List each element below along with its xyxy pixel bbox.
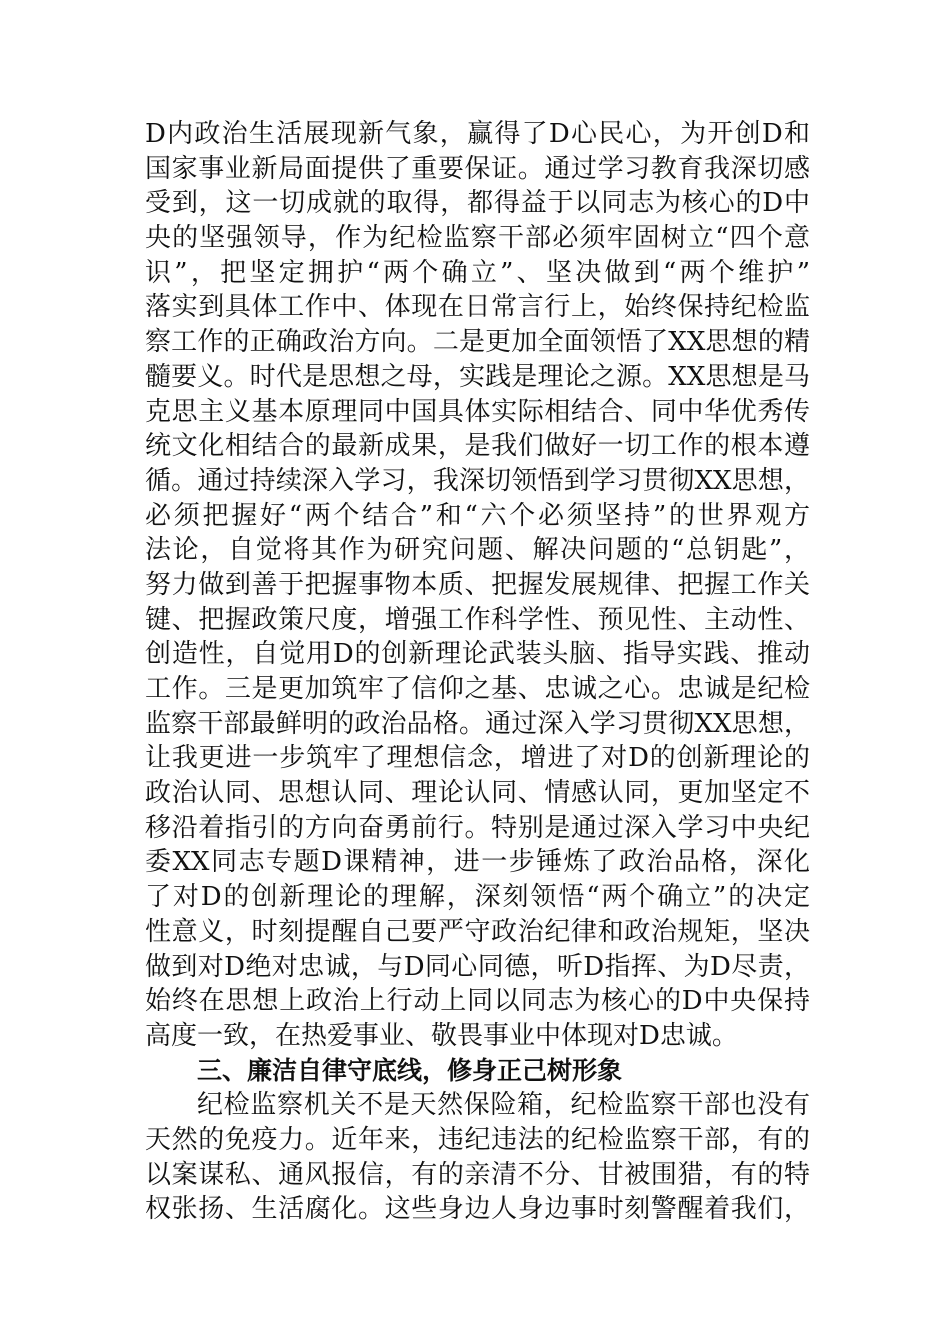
paragraph-line: 高度一致，在热爱事业、敬畏事业中体现对D忠诚。 [145, 1020, 738, 1051]
paragraph-line: 国家事业新局面提供了重要保证。通过学习教育我深切感 [145, 153, 810, 184]
paragraph-line: 央的坚强领导，作为纪检监察干部必须牢固树立“四个意 [145, 223, 810, 254]
paragraph-line: 委XX同志专题D课精神，进一步锤炼了政治品格，深化 [145, 847, 810, 878]
paragraph-line: 以案谋私、通风报信，有的亲清不分、甘被围猎，有的特 [145, 1159, 810, 1190]
paragraph-line: 察工作的正确政治方向。二是更加全面领悟了XX思想的精 [145, 327, 810, 358]
paragraph-line: 努力做到善于把握事物本质、把握发展规律、把握工作关 [145, 569, 810, 600]
paragraph-line: 监察干部最鲜明的政治品格。通过深入学习贯彻XX思想， [145, 708, 810, 739]
paragraph-line: 落实到具体工作中、体现在日常言行上，始终保持纪检监 [145, 292, 810, 323]
paragraph-line: 了对D的创新理论的理解，深刻领悟“两个确立”的决定 [145, 882, 810, 913]
body-text [145, 117, 810, 1227]
paragraph-line: 性意义，时刻提醒自己要严守政治纪律和政治规矩，坚决 [145, 916, 810, 947]
paragraph-line: 必须把握好“两个结合”和“六个必须坚持”的世界观方 [145, 500, 810, 531]
paragraph-line: 循。通过持续深入学习，我深切领悟到学习贯彻XX思想， [145, 465, 810, 496]
paragraph-line: 让我更进一步筑牢了理想信念，增进了对D的创新理论的 [145, 743, 810, 774]
paragraph-line: 纪检监察机关不是天然保险箱，纪检监察干部也没有 [197, 1090, 810, 1121]
paragraph-line: 髓要义。时代是思想之母，实践是理论之源。XX思想是马 [145, 361, 810, 392]
paragraph-line: 克思主义基本原理同中国具体实际相结合、同中华优秀传 [145, 396, 810, 427]
paragraph-line: 统文化相结合的最新成果，是我们做好一切工作的根本遵 [145, 431, 810, 462]
paragraph-line: 移沿着指引的方向奋勇前行。特别是通过深入学习中央纪 [145, 812, 810, 843]
paragraph-line: 政治认同、思想认同、理论认同、情感认同，更加坚定不 [145, 778, 810, 809]
paragraph-line: 法论，自觉将其作为研究问题、解决问题的“总钥匙”， [145, 535, 810, 566]
paragraph-line: 创造性，自觉用D的创新理论武装头脑、指导实践、推动 [145, 639, 810, 670]
paragraph-line: 权张扬、生活腐化。这些身边人身边事时刻警醒着我们， [145, 1194, 810, 1225]
section-heading: 三、廉洁自律守底线，修身正己树形象 [197, 1055, 623, 1085]
paragraph-line: 天然的免疫力。近年来，违纪违法的纪检监察干部，有的 [145, 1124, 810, 1155]
paragraph-line: D内政治生活展现新气象，赢得了D心民心，为开创D和 [145, 119, 810, 149]
paragraph-line: 做到对D绝对忠诚，与D同心同德，听D指挥、为D尽责， [145, 951, 810, 982]
paragraph-line: 工作。三是更加筑牢了信仰之基、忠诚之心。忠诚是纪检 [145, 674, 810, 704]
paragraph-line: 受到，这一切成就的取得，都得益于以同志为核心的D中 [145, 188, 810, 219]
paragraph-line: 键、把握政策尺度，增强工作科学性、预见性、主动性、 [145, 604, 810, 635]
paragraph-line: 识”，把坚定拥护“两个确立”、坚决做到“两个维护” [145, 257, 810, 288]
paragraph-line: 始终在思想上政治上行动上同以同志为核心的D中央保持 [145, 986, 810, 1017]
